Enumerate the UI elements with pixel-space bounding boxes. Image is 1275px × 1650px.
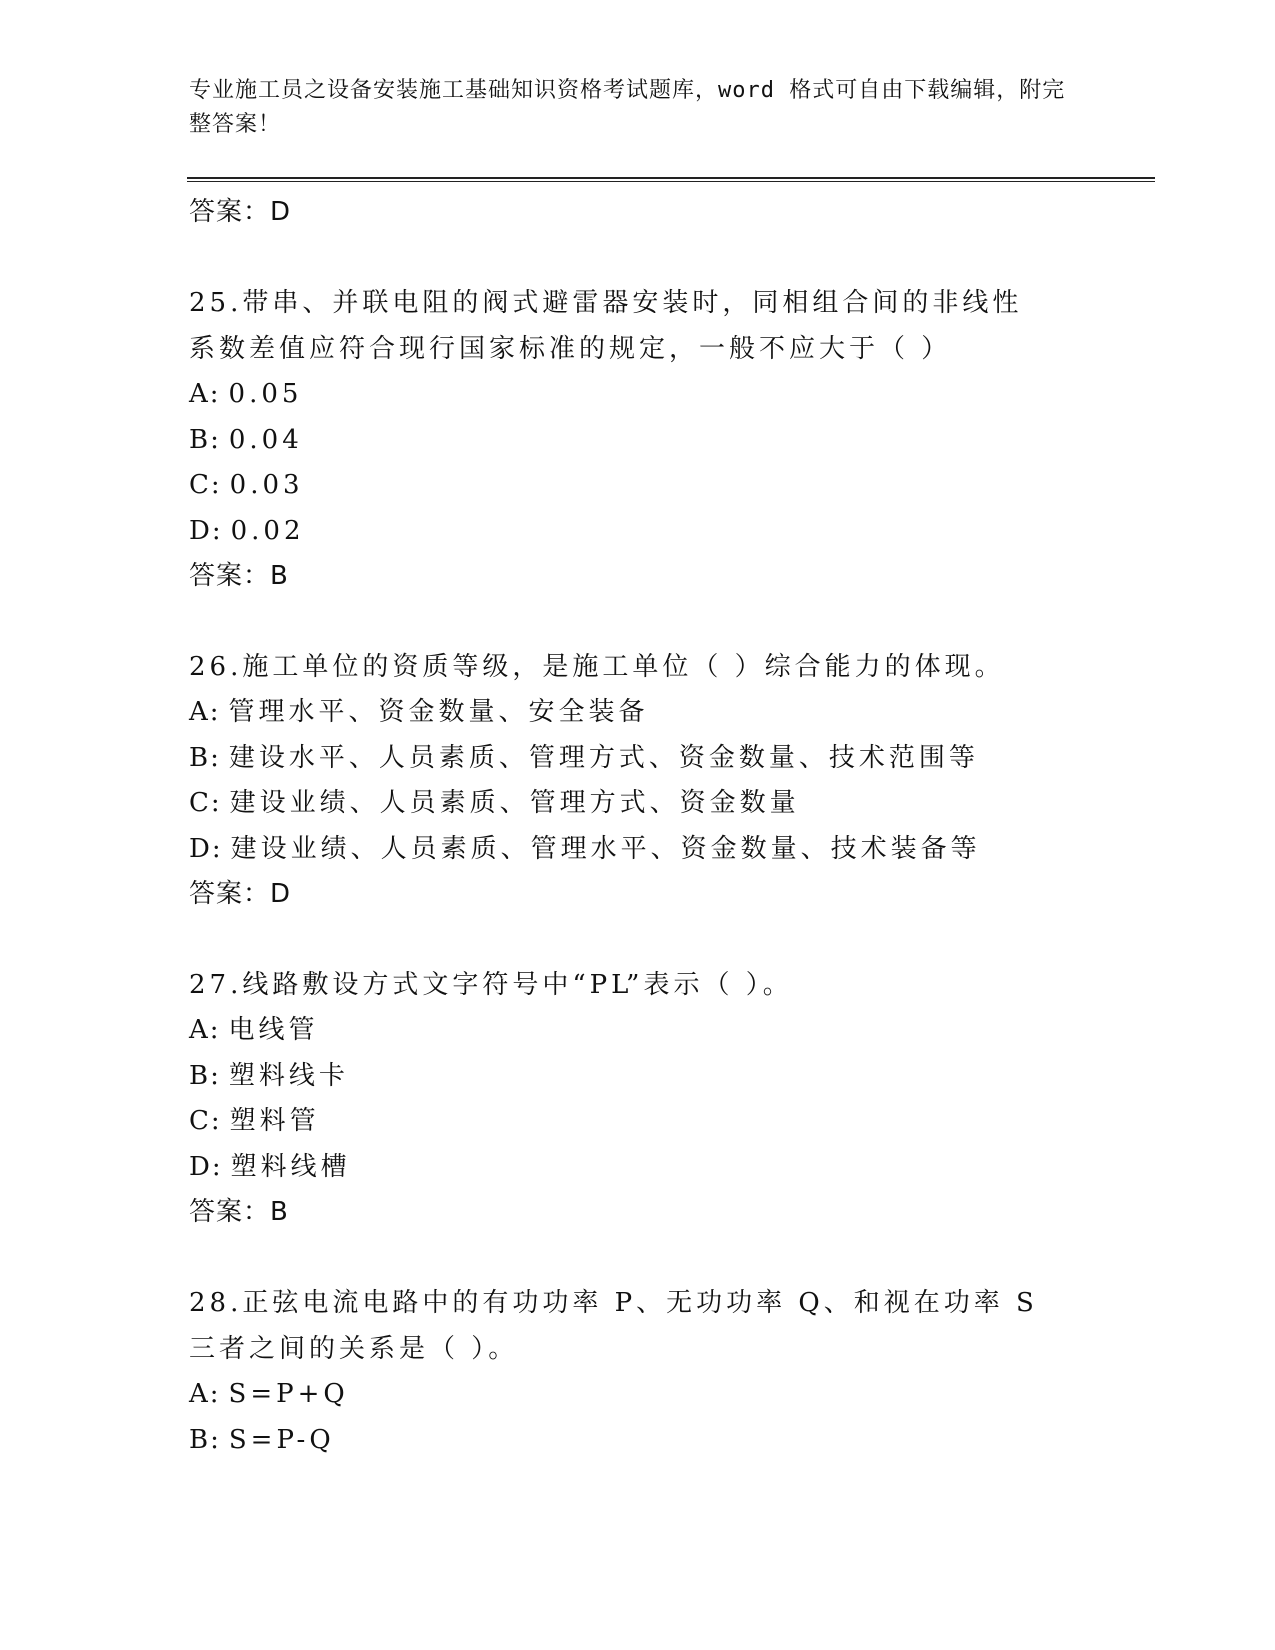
option-text: 建设业绩、人员素质、管理水平、资金数量、技术装备等 xyxy=(230,833,981,864)
option-text: 管理水平、资金数量、安全装备 xyxy=(228,697,649,727)
option-key: A: xyxy=(189,1379,221,1409)
question-stem: 26.施工单位的资质等级，是施工单位（ ）综合能力的体现。 xyxy=(189,652,1005,682)
option-line xyxy=(189,1372,1089,1418)
option-key: C: xyxy=(189,470,222,500)
option-text: 0.03 xyxy=(229,470,304,500)
option-text: 0.04 xyxy=(228,424,303,455)
option-key: A: xyxy=(189,697,221,727)
option-line xyxy=(189,690,1089,736)
question-stem: 27.线路敷设方式文字符号中“PL”表示（ ）。 xyxy=(189,970,793,1000)
option-line xyxy=(189,736,1089,782)
option-line xyxy=(189,1099,1089,1145)
option-text: 电线管 xyxy=(228,1015,319,1045)
option-line xyxy=(189,781,1089,827)
option-line xyxy=(189,372,1089,418)
option-text: 塑料管 xyxy=(229,1106,320,1136)
option-key: A: xyxy=(189,379,221,409)
header-text: 专业施工员之设备安装施工基础知识资格考试题库，word 格式可自由下载编辑，附完整答案！ xyxy=(189,78,1066,137)
option-text: S=P-Q xyxy=(228,1424,335,1455)
option-line xyxy=(189,1418,1089,1464)
option-key: D: xyxy=(189,1151,223,1182)
question-stem: 28.正弦电流电路中的有功功率 P、无功功率 Q、和视在功率 S 三者之间的关系是（ ）。 xyxy=(189,1288,1038,1364)
option-line xyxy=(189,463,1089,509)
question-item xyxy=(189,644,1089,916)
option-text: 塑料线槽 xyxy=(230,1151,351,1182)
option-key: D: xyxy=(189,833,223,864)
option-text: 0.05 xyxy=(228,379,303,409)
option-text: S=P+Q xyxy=(228,1379,349,1409)
option-text: 0.02 xyxy=(230,515,305,546)
option-line xyxy=(189,1008,1089,1054)
option-line xyxy=(189,1054,1089,1100)
option-text: 塑料线卡 xyxy=(228,1060,349,1091)
option-key: D: xyxy=(189,515,223,546)
question-item xyxy=(189,1280,1089,1463)
option-key: B: xyxy=(189,1424,221,1455)
header-divider xyxy=(187,177,1155,182)
question-item xyxy=(189,962,1089,1234)
option-key: B: xyxy=(189,742,221,773)
page-header xyxy=(189,74,1069,142)
question-stem: 25.带串、并联电阻的阀式避雷器安装时，同相组合间的非线性系数差值应符合现行国家标准的规定，一般不应大于（ ） xyxy=(189,288,1023,364)
answer-line: 答案：D xyxy=(189,197,292,227)
option-key: B: xyxy=(189,424,221,455)
answer-line: 答案：D xyxy=(189,879,292,909)
answer-line: 答案：B xyxy=(189,1197,289,1227)
question-item xyxy=(189,280,1089,598)
option-key: A: xyxy=(189,1015,221,1045)
option-key: C: xyxy=(189,1106,222,1136)
option-text: 建设水平、人员素质、管理方式、资金数量、技术范围等 xyxy=(228,742,979,773)
option-key: C: xyxy=(189,788,222,818)
option-line xyxy=(189,509,1089,555)
question-list xyxy=(189,190,1089,1463)
option-text: 建设业绩、人员素质、管理方式、资金数量 xyxy=(229,788,800,818)
option-line xyxy=(189,1145,1089,1191)
option-line xyxy=(189,418,1089,464)
answer-line: 答案：B xyxy=(189,561,289,591)
option-key: B: xyxy=(189,1060,221,1091)
option-line xyxy=(189,827,1089,873)
